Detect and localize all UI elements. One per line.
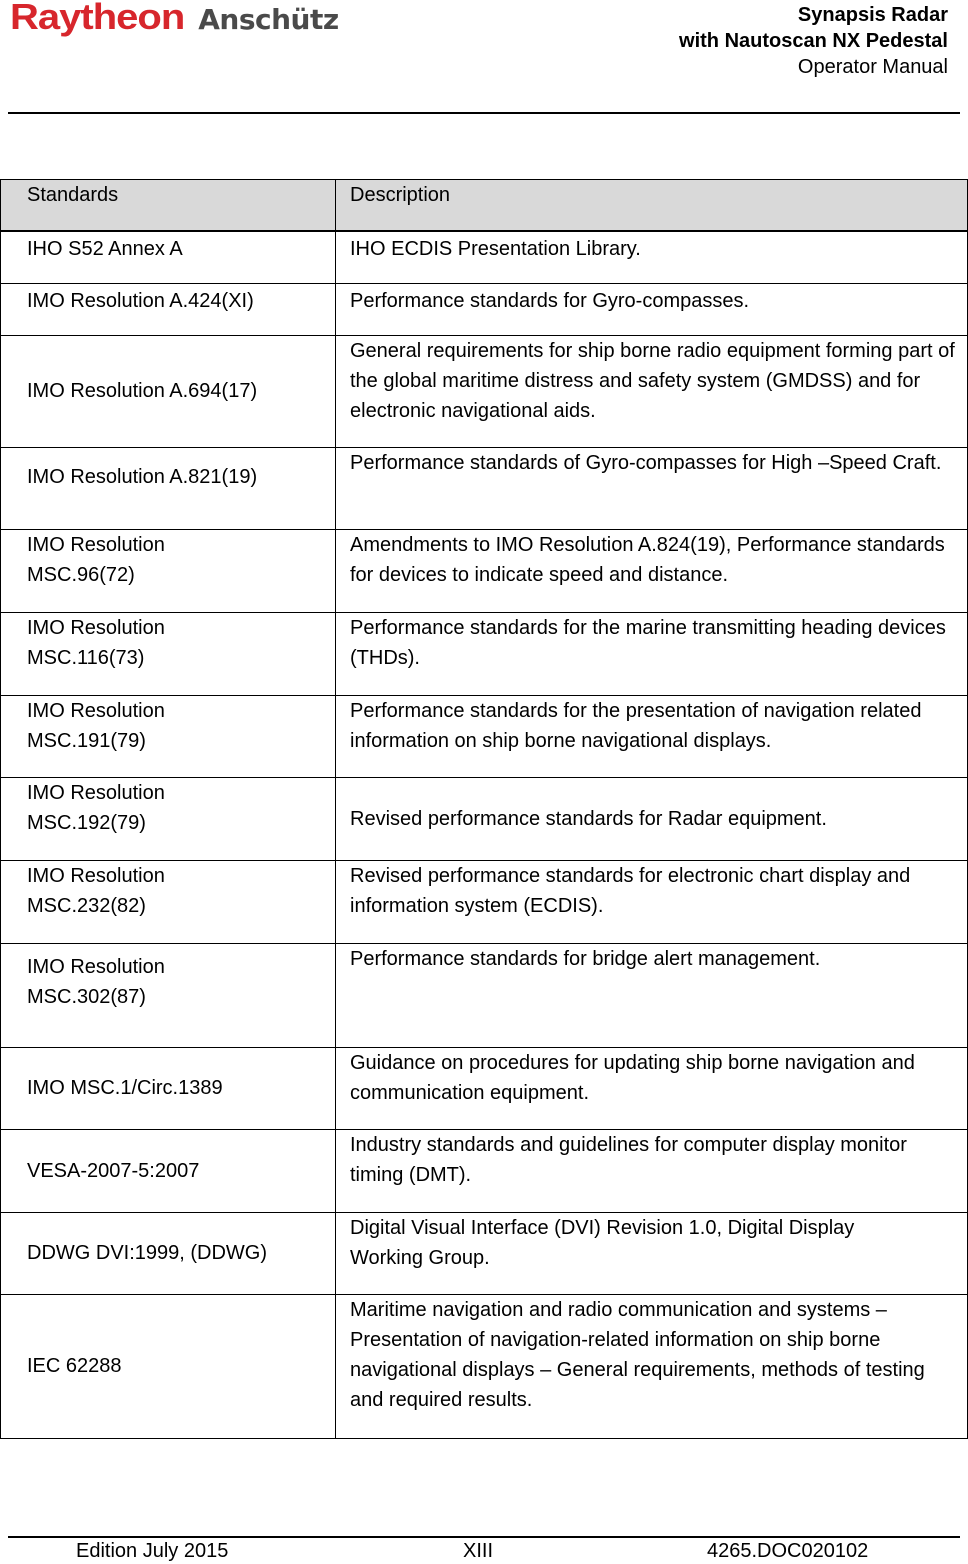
standard-cell: IMO MSC.1/Circ.1389 <box>1 1047 336 1129</box>
standard-cell: IMO Resolution MSC.302(87) <box>1 943 336 1047</box>
standard-cell: IMO Resolution MSC.232(82) <box>1 860 336 943</box>
company-logo <box>10 0 339 44</box>
standard-cell: IMO Resolution A.821(19) <box>1 447 336 529</box>
description-cell: Revised performance standards for electronic chart display and information system (ECDIS). <box>336 860 968 943</box>
table-row <box>1 335 968 447</box>
header-title-line3: Operator Manual <box>797 56 948 78</box>
description-cell: Revised performance standards for Radar equipment. <box>336 777 968 860</box>
description-cell: General requirements for ship borne radio equipment forming part of the global maritime distress and safety system (GMDSS) and for electronic navigational aids. <box>336 335 968 447</box>
description-cell: Digital Visual Interface (DVI) Revision 1.0, Digital Display Working Group. <box>336 1212 968 1294</box>
description-cell: Performance standards for Gyro-compasses. <box>336 283 968 335</box>
table-row <box>1 1129 968 1212</box>
column-header-standards: Standards <box>1 180 336 232</box>
table-row <box>1 860 968 943</box>
description-cell: Performance standards for bridge alert management. <box>336 943 968 1047</box>
table-header-row <box>1 180 968 232</box>
table-row <box>1 695 968 777</box>
standard-cell: IHO S52 Annex A <box>1 231 336 283</box>
description-cell: Amendments to IMO Resolution A.824(19), Performance standards for devices to indicate speed and distance. <box>336 529 968 612</box>
table-row <box>1 1212 968 1294</box>
standard-cell: IMO Resolution MSC.191(79) <box>1 695 336 777</box>
standard-cell: IMO Resolution MSC.192(79) <box>1 777 336 860</box>
table-row <box>1 943 968 1047</box>
description-cell: Industry standards and guidelines for computer display monitor timing (DMT). <box>336 1129 968 1212</box>
table-row <box>1 283 968 335</box>
document-header <box>679 2 948 80</box>
standard-cell: IMO Resolution MSC.96(72) <box>1 529 336 612</box>
table-row <box>1 1294 968 1438</box>
standard-cell: VESA-2007-5:2007 <box>1 1129 336 1212</box>
header-title-line1: Synapsis Radar <box>797 4 948 26</box>
column-header-description: Description <box>336 180 968 232</box>
description-cell: IHO ECDIS Presentation Library. <box>336 231 968 283</box>
table-row <box>1 231 968 283</box>
table-row <box>1 1047 968 1129</box>
footer-edition: Edition July 2015 <box>76 1540 229 1562</box>
header-divider <box>8 112 960 114</box>
footer-page-number: XIII <box>463 1540 494 1562</box>
standard-cell: DDWG DVI:1999, (DDWG) <box>1 1212 336 1294</box>
header-title-line2: with Nautoscan NX Pedestal <box>679 30 948 52</box>
description-cell: Performance standards for the presentation of navigation related information on ship borne navigational displays. <box>336 695 968 777</box>
table-row <box>1 612 968 695</box>
table-row <box>1 447 968 529</box>
description-cell: Performance standards for the marine transmitting heading devices (THDs). <box>336 612 968 695</box>
description-cell: Guidance on procedures for updating ship borne navigation and communication equipment. <box>336 1047 968 1129</box>
table-row <box>1 777 968 860</box>
logo-sub: Anschütz <box>198 3 339 36</box>
standard-cell: IMO Resolution A.694(17) <box>1 335 336 447</box>
description-cell: Performance standards of Gyro-compasses for High –Speed Craft. <box>336 447 968 529</box>
standard-cell: IMO Resolution MSC.116(73) <box>1 612 336 695</box>
logo-brand: Raytheon <box>10 0 185 37</box>
standard-cell: IMO Resolution A.424(XI) <box>1 283 336 335</box>
description-cell: Maritime navigation and radio communication and systems – Presentation of navigation-related information on ship borne navigational displays – General requirements, methods of testing and required results. <box>336 1294 968 1438</box>
table-row <box>1 529 968 612</box>
footer-doc-number: 4265.DOC020102 <box>707 1540 869 1562</box>
standard-cell: IEC 62288 <box>1 1294 336 1438</box>
standards-table <box>0 179 968 1439</box>
